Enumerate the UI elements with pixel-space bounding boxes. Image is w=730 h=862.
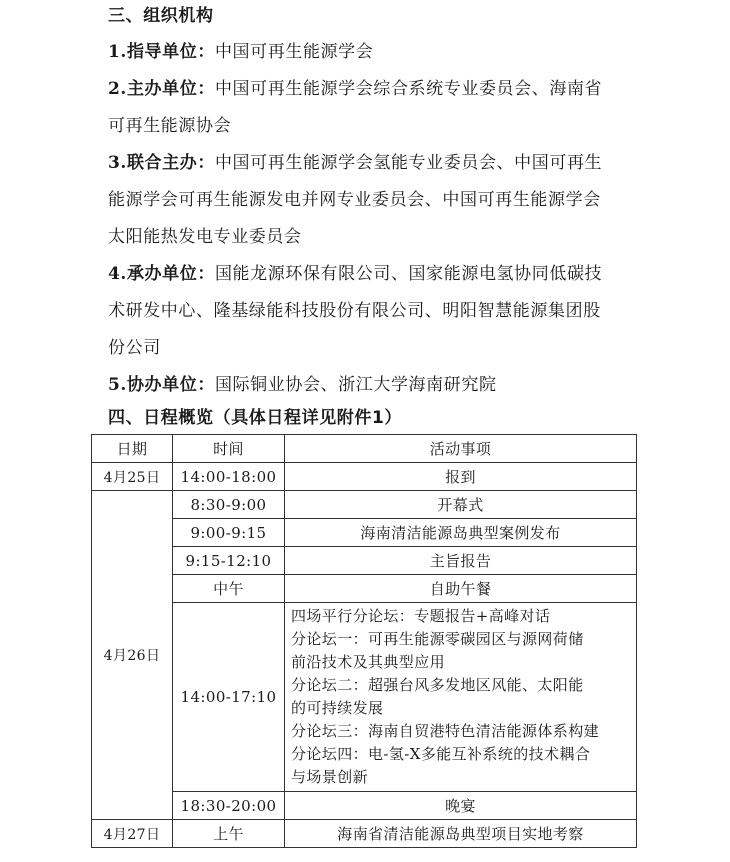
table-row (92, 519, 637, 547)
organizer-unit-cont-1: 术研发中心、隆基绿能科技股份有限公司、明阳智慧能源集团股 (108, 301, 601, 321)
support-unit (108, 374, 497, 396)
table-row (92, 463, 637, 491)
host-unit-cont: 可再生能源协会 (108, 116, 232, 136)
table-row (92, 547, 637, 575)
activity-cell: 报到 (285, 463, 637, 491)
table-row (92, 575, 637, 603)
activity-cell: 自助午餐 (285, 575, 637, 603)
guiding-unit (108, 41, 373, 63)
forum-line: 分论坛二：超强台风多发地区风能、太阳能 (291, 676, 584, 694)
table-header-row (92, 435, 637, 463)
forum-line: 分论坛一：可再生能源零碳园区与源网荷储 (291, 630, 584, 648)
header-activity: 活动事项 (285, 435, 637, 463)
time-cell: 14:00-17:10 (173, 603, 285, 792)
date-cell: 4月26日 (92, 491, 173, 820)
forum-line: 四场平行分论坛：专题报告+高峰对话 (291, 607, 551, 625)
time-cell: 8:30-9:00 (173, 491, 285, 519)
header-date: 日期 (92, 435, 173, 463)
activity-cell: 海南清洁能源岛典型案例发布 (285, 519, 637, 547)
time-cell: 9:00-9:15 (173, 519, 285, 547)
item-text: 国能龙源环保有限公司、国家能源电氢协同低碳技 (214, 264, 603, 284)
organizer-unit-cont-2: 份公司 (108, 338, 161, 358)
table-row (92, 491, 637, 519)
time-cell: 18:30-20:00 (173, 792, 285, 820)
item-label: 4.承办单位： (108, 264, 215, 284)
section-heading-organization: 三、组织机构 (108, 6, 214, 26)
table-row (92, 820, 637, 848)
table-row (92, 792, 637, 820)
forum-line: 与场景创新 (291, 768, 369, 786)
item-label: 1.指导单位： (108, 42, 215, 62)
co-host (108, 152, 602, 174)
section-heading-schedule: 四、日程概览（具体日程详见附件1） (108, 408, 403, 428)
organizer-unit (108, 263, 602, 285)
activity-cell: 主旨报告 (285, 547, 637, 575)
header-time: 时间 (173, 435, 285, 463)
table-row (92, 603, 637, 792)
item-label: 2.主办单位： (108, 79, 215, 99)
item-text: 中国可再生能源学会氢能专业委员会、中国可再生 (214, 153, 603, 173)
forum-line: 分论坛三：海南自贸港特色清洁能源体系构建 (291, 722, 600, 740)
activity-cell: 海南省清洁能源岛典型项目实地考察 (285, 820, 637, 848)
time-cell: 9:15-12:10 (173, 547, 285, 575)
time-cell: 中午 (173, 575, 285, 603)
forum-line: 前沿技术及其典型应用 (291, 653, 446, 671)
date-cell: 4月27日 (92, 820, 173, 848)
activity-cell: 开幕式 (285, 491, 637, 519)
item-text: 国际铜业协会、浙江大学海南研究院 (214, 375, 497, 395)
item-label: 5.协办单位： (108, 375, 215, 395)
date-cell: 4月25日 (92, 463, 173, 491)
co-host-cont-1: 能源学会可再生能源发电并网专业委员会、中国可再生能源学会 (108, 190, 601, 210)
time-cell: 上午 (173, 820, 285, 848)
host-unit (108, 78, 602, 100)
forum-activity-cell (285, 603, 637, 792)
time-cell: 14:00-18:00 (173, 463, 285, 491)
item-label: 3.联合主办： (108, 153, 215, 173)
forum-line: 的可持续发展 (291, 699, 384, 717)
schedule-table (91, 434, 637, 848)
co-host-cont-2: 太阳能热发电专业委员会 (108, 227, 302, 247)
forum-line: 分论坛四：电-氢-X多能互补系统的技术耦合 (291, 745, 591, 763)
activity-cell: 晚宴 (285, 792, 637, 820)
item-text: 中国可再生能源学会 (214, 42, 374, 62)
item-text: 中国可再生能源学会综合系统专业委员会、海南省 (214, 79, 603, 99)
